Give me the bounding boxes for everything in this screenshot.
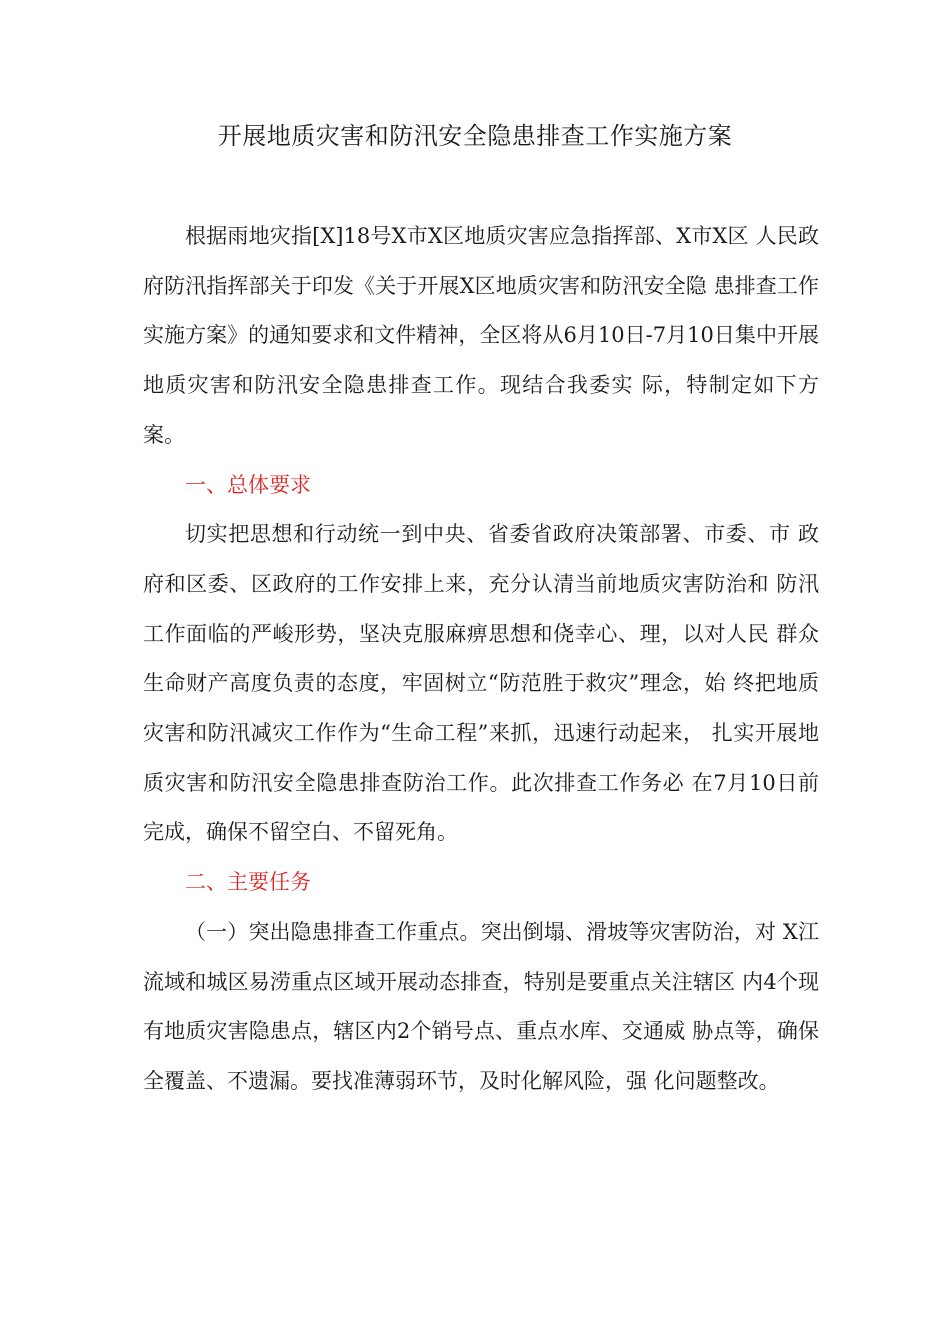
section-heading-overall-requirements: 一、总体要求 bbox=[185, 472, 311, 497]
overall-requirements-paragraph: 切实把思想和行动统一到中央、省委省政府决策部署、市委、市 政府和区委、区政府的工作安排上来，充分认清当前地质灾害防治和 防汛工作面临的严峻形势，坚决克服麻痹思想和侥幸心、理，以对人民 群众生命财产高度负责的态度，牢固树立“防范胜于救灾”理念，始 终把地质灾害和防汛减灾工作作为“生命工程”来抓，迅速行动起来， 扎实开展地质灾害和防汛安全隐患排查防治工作。此次排查工作务必 在7月10日前完成，确保不留空白、不留死角。 bbox=[143, 522, 819, 845]
section-heading-main-tasks: 二、主要任务 bbox=[185, 870, 311, 895]
main-tasks-paragraph: （一）突出隐患排查工作重点。突出倒塌、滑坡等灾害防治，对 X江流域和城区易涝重点区域开展动态排查，特别是要重点关注辖区 内4个现有地质灾害隐患点，辖区内2个销号点、重点水库、交通威 胁点等，确保全覆盖、不遗漏。要找准薄弱环节，及时化解风险，强 化问题整改。 bbox=[143, 919, 819, 1093]
document-title: 开展地质灾害和防汛安全隐患排查工作实施方案 bbox=[217, 122, 733, 150]
intro-paragraph: 根据雨地灾指[X]18号X市X区地质灾害应急指挥部、X市X区 人民政府防汛指挥部关于印发《关于开展X区地质灾害和防汛安全隐 患排查工作实施方案》的通知要求和文件精神，全区将从6月10日-7月10日集中开展地质灾害和防汛安全隐患排查工作。现结合我委实 际，特制定如下方案。 bbox=[143, 224, 819, 447]
document-body bbox=[143, 212, 819, 1107]
